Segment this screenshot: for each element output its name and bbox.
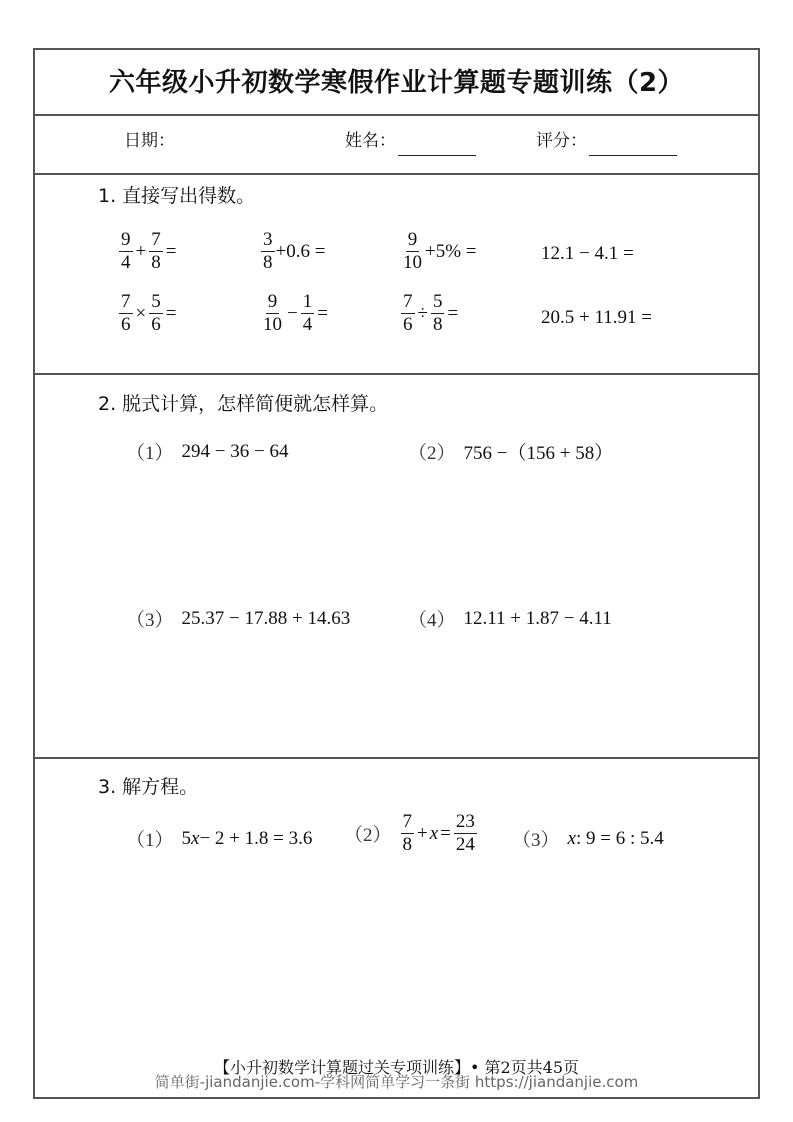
date-field <box>124 126 175 156</box>
numerator: 7 <box>402 811 413 832</box>
score-field <box>536 126 677 156</box>
oral-item-2 <box>260 229 325 274</box>
calc-item-4 <box>408 605 612 632</box>
oral-item-8: 20.5 + 11.91 = <box>541 307 652 328</box>
date-label: 日期： <box>124 131 175 151</box>
section1-heading: 1. 直接写出得数。 <box>98 185 256 207</box>
name-blank[interactable] <box>398 135 476 156</box>
page-footer: 【小升初数学计算题过关专项训练】• 第2页共45页 <box>213 1058 580 1077</box>
denominator: 6 <box>151 314 161 335</box>
coefficient: 5 <box>181 827 192 849</box>
calc-item-2 <box>408 438 613 465</box>
score-blank[interactable] <box>589 135 677 156</box>
oral-item-3 <box>400 229 477 274</box>
denominator: 8 <box>402 834 413 855</box>
expression-rest: − 2 + 1.8 = 3.6 <box>199 827 313 849</box>
calc-item-1 <box>126 438 288 465</box>
title-divider <box>33 114 760 116</box>
numerator: 5 <box>432 291 443 312</box>
numerator: 5 <box>151 291 161 312</box>
expression: 756 −（156 + 58） <box>463 443 614 464</box>
equation-item-1 <box>126 825 312 852</box>
item-index: （1） <box>126 830 174 851</box>
equals-sign: = <box>165 302 177 324</box>
numerator: 23 <box>455 811 475 832</box>
equation-item-2 <box>344 811 478 856</box>
denominator: 24 <box>455 834 475 855</box>
operator: + <box>135 240 147 262</box>
numerator: 3 <box>263 229 273 250</box>
denominator: 10 <box>403 252 422 273</box>
item-index: （4） <box>408 610 456 631</box>
item-index: （3） <box>512 830 560 851</box>
item-index: （2） <box>408 443 456 464</box>
section2-divider <box>33 757 760 759</box>
expression: 12.11 + 1.87 − 4.11 <box>463 607 612 629</box>
denominator: 10 <box>263 314 282 335</box>
section3-heading: 3. 解方程。 <box>98 776 199 798</box>
operator: × <box>135 302 147 324</box>
expression-rest: +0.6 = <box>275 240 326 262</box>
denominator: 4 <box>121 252 131 273</box>
item-index: （1） <box>126 443 174 464</box>
operator: ÷ <box>417 302 428 324</box>
numerator: 7 <box>403 291 413 312</box>
numerator: 9 <box>267 291 278 312</box>
variable: x <box>429 822 439 844</box>
equals-sign: = <box>165 240 177 262</box>
variable: x <box>567 827 576 849</box>
numerator: 7 <box>121 291 131 312</box>
denominator: 8 <box>263 252 273 273</box>
worksheet-title: 六年级小升初数学寒假作业计算题专题训练（2） <box>108 68 685 98</box>
oral-item-7 <box>400 291 460 336</box>
expression-rest: : 9 = 6 : 5.4 <box>575 827 664 849</box>
name-field <box>345 126 476 156</box>
denominator: 8 <box>432 314 443 335</box>
equals-sign: = <box>317 302 328 324</box>
oral-item-6 <box>260 291 330 336</box>
section1-divider <box>33 373 760 375</box>
numerator: 7 <box>151 229 161 250</box>
variable: x <box>191 827 200 849</box>
equals-sign: = <box>440 822 451 844</box>
denominator: 8 <box>151 252 161 273</box>
numerator: 9 <box>121 229 131 250</box>
numerator: 1 <box>302 291 313 312</box>
score-label: 评分： <box>536 131 587 151</box>
equals-sign: = <box>447 302 459 324</box>
operator: − <box>287 302 298 324</box>
calc-item-3 <box>126 605 350 632</box>
oral-item-4: 12.1 − 4.1 = <box>541 243 634 264</box>
oral-item-5 <box>118 291 178 336</box>
expression-rest: +5% = <box>425 240 477 262</box>
expression: 294 − 36 − 64 <box>181 440 289 462</box>
section2-heading: 2. 脱式计算，怎样简便就怎样算。 <box>98 393 389 415</box>
top-border <box>33 48 760 50</box>
denominator: 6 <box>121 314 131 335</box>
numerator: 9 <box>407 229 418 250</box>
watermark-text: 简单街-jiandanjie.com-学科网简单学习一条街 https://jiandanjie.com <box>154 1073 639 1091</box>
oral-item-1 <box>118 229 178 274</box>
denominator: 6 <box>403 314 413 335</box>
name-label: 姓名： <box>345 131 396 151</box>
info-divider <box>33 173 760 175</box>
item-index: （3） <box>126 610 174 631</box>
item-index: （2） <box>344 825 392 846</box>
operator: + <box>417 822 428 844</box>
expression: 25.37 − 17.88 + 14.63 <box>181 607 351 629</box>
equation-item-3 <box>512 825 664 852</box>
denominator: 4 <box>302 314 313 335</box>
